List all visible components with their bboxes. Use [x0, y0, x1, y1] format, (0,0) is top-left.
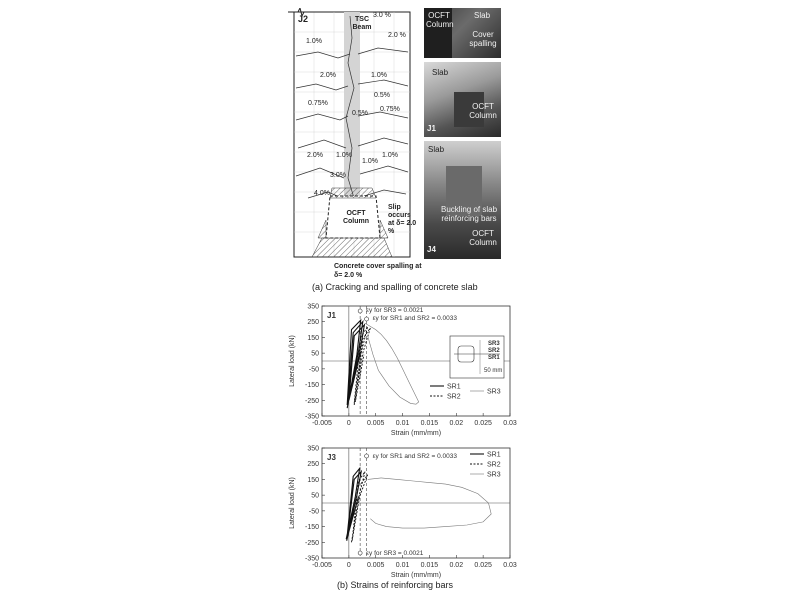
crack-label: 1.0%: [371, 72, 387, 79]
x-tick-label: 0.005: [366, 562, 385, 569]
x-tick-label: 0.015: [420, 562, 439, 569]
inset-label: SR2: [488, 348, 500, 354]
panel-label: J1: [327, 311, 336, 320]
photo-j1: [424, 62, 501, 137]
caption-a: (a) Cracking and spalling of concrete slab: [312, 282, 478, 292]
y-tick-label: 50: [311, 350, 319, 358]
x-tick-label: 0.03: [503, 562, 517, 569]
photo-label: OCFT Column: [469, 102, 497, 120]
photo-panel-label: J4: [427, 245, 436, 254]
x-tick-label: 0.025: [474, 420, 492, 427]
y-tick-label: 150: [307, 334, 319, 342]
inset-label: 50 mm: [484, 368, 503, 374]
legend-label: SR1: [487, 451, 501, 459]
crack-label: 1.0%: [336, 152, 352, 159]
y-tick-label: -50: [308, 508, 319, 516]
annotation: εy for SR1 and SR2 = 0.0033: [372, 315, 457, 322]
legend-label: SR2: [447, 393, 461, 401]
crack-label: 2.0 %: [388, 32, 406, 39]
y-tick-label: 50: [311, 492, 319, 500]
crack-label: 2.0%: [307, 152, 323, 159]
photo-panel-label: J1: [427, 124, 436, 133]
yield-marker: [365, 317, 369, 321]
x-tick-label: 0.025: [474, 562, 492, 569]
crack-label: 4.0%: [314, 190, 330, 197]
annotation: εy for SR3 = 0.0021: [366, 307, 424, 314]
crack-label: 1.0%: [382, 152, 398, 159]
photo-label: Slab: [474, 11, 491, 20]
photo-label: OCFT Column: [469, 229, 497, 247]
photo-label: Slab: [428, 145, 445, 154]
annotation: εy for SR3 = 0.0021: [366, 550, 424, 557]
chart-j1-svg: [270, 298, 520, 440]
y-tick-label: -350: [304, 555, 319, 563]
y-tick-label: 350: [307, 303, 319, 311]
x-axis-label: Strain (mm/mm): [390, 572, 442, 579]
annotation: εy for SR1 and SR2 = 0.0033: [372, 453, 457, 460]
crack-label: 0.5%: [374, 92, 390, 99]
crack-label: 3.0%: [330, 172, 346, 179]
photo-j4: [424, 141, 501, 259]
yield-marker: [358, 551, 362, 555]
x-tick-label: 0: [346, 562, 351, 569]
y-tick-label: 150: [307, 476, 319, 484]
chart-j3: [270, 440, 520, 582]
chart-j1: [270, 298, 520, 440]
photo-label: OCFT Column: [426, 11, 454, 29]
x-tick-label: 0.02: [449, 420, 464, 427]
y-tick-label: -250: [304, 539, 319, 547]
yield-marker: [358, 309, 362, 313]
crack-label: 0.75%: [308, 100, 328, 107]
column-label: OCFT Column: [342, 210, 370, 225]
x-tick-label: 0: [346, 420, 351, 427]
y-tick-label: -350: [304, 413, 319, 421]
y-tick-label: 350: [307, 445, 319, 453]
y-tick-label: 250: [307, 461, 319, 469]
crack-label: 0.75%: [380, 106, 400, 113]
y-tick-label: -150: [304, 524, 319, 532]
chart-j3-svg: [270, 440, 520, 582]
x-tick-label: 0.03: [503, 420, 517, 427]
yield-marker: [365, 454, 369, 458]
x-tick-label: 0.015: [420, 420, 439, 427]
x-tick-label: 0.01: [395, 420, 410, 427]
crack-label: 1.0%: [306, 38, 322, 45]
y-tick-label: 250: [307, 319, 319, 327]
x-tick-label: -0.005: [312, 420, 332, 427]
photo-cover-spalling: [424, 8, 501, 58]
drawing-panel-label: J2: [298, 14, 309, 24]
x-tick-label: 0.005: [366, 420, 385, 427]
y-tick-label: -250: [304, 397, 319, 405]
crack-label: 2.0%: [320, 72, 336, 79]
beam-label: TSC Beam: [352, 16, 372, 31]
series-line-sr3: [365, 323, 419, 404]
crack-label: 0.5%: [352, 110, 368, 117]
x-tick-label: 0.02: [449, 562, 464, 569]
caption-b: (b) Strains of reinforcing bars: [337, 580, 454, 590]
y-tick-label: -150: [304, 382, 319, 390]
photo-label: Buckling of slab reinforcing bars: [440, 205, 498, 223]
photo-label: Slab: [432, 68, 449, 77]
slip-note: Slip occurs at δ= 2.0 %: [388, 204, 417, 235]
x-axis-label: Strain (mm/mm): [390, 430, 442, 437]
panel-label: J3: [327, 453, 336, 462]
y-tick-label: -50: [308, 366, 319, 374]
legend-label: SR1: [447, 383, 461, 391]
legend-label: SR2: [487, 461, 501, 469]
inset-label: SR3: [488, 341, 500, 347]
y-axis-label: Lateral load (kN): [289, 477, 296, 529]
legend-label: SR3: [487, 388, 501, 396]
x-tick-label: 0.01: [395, 562, 410, 569]
crack-label: 1.0%: [362, 158, 378, 165]
crack-label: 3.0 %: [373, 12, 391, 19]
photo-label: Cover spalling: [469, 30, 497, 48]
x-tick-label: -0.005: [312, 562, 332, 569]
spall-note: Concrete cover spalling at: [334, 263, 422, 270]
inset-label: SR1: [488, 355, 500, 361]
y-axis-label: Lateral load (kN): [289, 335, 296, 387]
legend-label: SR3: [487, 471, 501, 479]
spall-note-value: δ= 2.0 %: [334, 272, 363, 279]
